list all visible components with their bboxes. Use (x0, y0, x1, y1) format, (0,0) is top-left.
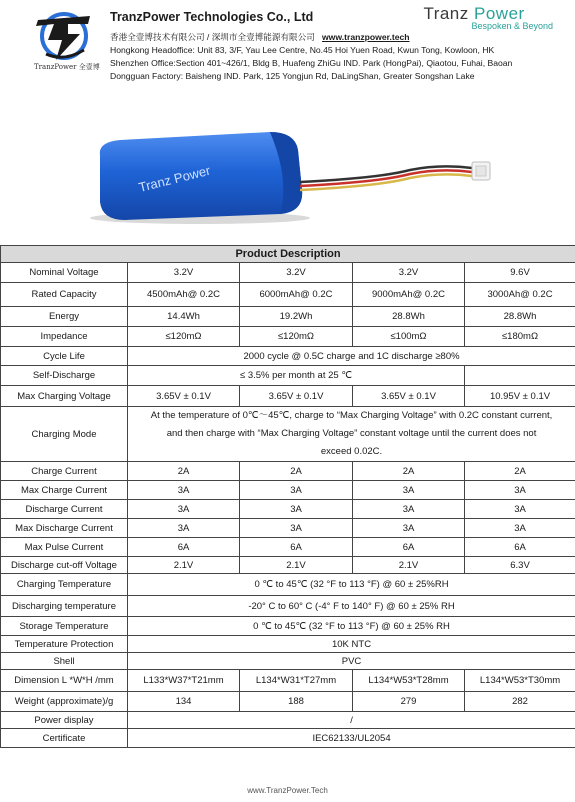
row-label: Temperature Protection (1, 636, 128, 653)
table-row (1, 729, 575, 748)
charging-mode-text (128, 407, 575, 462)
cell-value: 3.65V ± 0.1V (128, 386, 240, 407)
cell-value: 0 ℃ to 45℃ (32 °F to 113 °F) @ 60 ± 25%RH (128, 574, 575, 596)
cell-value: 2A (465, 462, 575, 481)
hk-address: Hongkong Headoffice: Unit 83, 3/F, Yau Lee Centre, No.45 Hoi Yuen Road, Kwun Tong, Kowloon, HK (110, 45, 495, 55)
cell-value: 3A (128, 519, 240, 538)
cell-value: 0 ℃ to 45℃ (32 °F to 113 °F) @ 60 ± 25% RH (128, 617, 575, 636)
cell-value: PVC (128, 653, 575, 670)
cell-value: L134*W53*T30mm (465, 670, 575, 692)
cell-value: 3A (353, 481, 465, 500)
cell-value: 3000Ah@ 0.2C (465, 283, 575, 307)
cell-value: 3.2V (128, 263, 240, 283)
row-label: Charging Temperature (1, 574, 128, 596)
table-row (1, 347, 575, 366)
cell-value: 3A (465, 481, 575, 500)
table-row (1, 519, 575, 538)
header-line-cn (110, 31, 410, 43)
cell-value: 6000mAh@ 0.2C (240, 283, 353, 307)
cell-value: 3A (128, 500, 240, 519)
cell-value: L134*W53*T28mm (353, 670, 465, 692)
cell-value: 9.6V (465, 263, 575, 283)
battery-pack-photo (80, 120, 520, 230)
row-label: Cycle Life (1, 347, 128, 366)
logo-caption-cn: 全壹博 (78, 63, 100, 71)
cell-value: 188 (240, 692, 353, 712)
cell-value: 134 (128, 692, 240, 712)
brand-tagline: Bespoken & Beyond (471, 21, 553, 31)
company-name: TranzPower Technologies Co., Ltd (110, 10, 314, 24)
cell-value: 3A (128, 481, 240, 500)
charging-mode-line: and then charge with “Max Charging Voltage” constant voltage until the current does not (166, 428, 537, 439)
table-row (1, 557, 575, 574)
row-label: Rated Capacity (1, 283, 128, 307)
footer-website: www.TranzPower.Tech (247, 786, 328, 795)
charging-mode-line: At the temperature of 0℃～45℃, charge to “Max Charging Voltage” with 0.2C constant current, (150, 410, 553, 421)
charging-mode-line: exceed 0.02C. (320, 446, 383, 457)
row-label: Impedance (1, 327, 128, 347)
table-row (1, 481, 575, 500)
table-row (1, 574, 575, 596)
cell-value: 6A (128, 538, 240, 557)
row-label: Certificate (1, 729, 128, 748)
cell-value: 2A (240, 462, 353, 481)
brand-word-tranz: Tranz (423, 4, 469, 23)
cell-value: 2000 cycle @ 0.5C charge and 1C discharge ≥80% (128, 347, 575, 366)
battery-label: Tranz Power (137, 162, 212, 195)
cell-value: 28.8Wh (353, 307, 465, 327)
cell-value: 3.65V ± 0.1V (353, 386, 465, 407)
logo-caption-en: TranzPower (34, 63, 77, 71)
cell-value: 3.2V (353, 263, 465, 283)
cell-value: -20° C to 60° C (-4° F to 140° F) @ 60 ± 25% RH (128, 596, 575, 617)
cell-value: ≤120mΩ (128, 327, 240, 347)
cell-value: 3A (465, 500, 575, 519)
row-label: Max Charging Voltage (1, 386, 128, 407)
row-label: Max Pulse Current (1, 538, 128, 557)
row-label: Max Charge Current (1, 481, 128, 500)
row-label: Discharge cut-off Voltage (1, 557, 128, 574)
product-spec-table (0, 245, 575, 748)
row-label: Weight (approximate)/g (1, 692, 128, 712)
table-row (1, 283, 575, 307)
row-label: Dimension L *W*H /mm (1, 670, 128, 692)
cell-value: 14.4Wh (128, 307, 240, 327)
table-row (1, 538, 575, 557)
cell-value: 2.1V (240, 557, 353, 574)
cell-value: 3A (240, 500, 353, 519)
brand-logo (423, 4, 553, 31)
row-label: Charge Current (1, 462, 128, 481)
table-row (1, 366, 575, 386)
row-label: Self-Discharge (1, 366, 128, 386)
row-label: Energy (1, 307, 128, 327)
row-label: Power display (1, 712, 128, 729)
table-row (1, 263, 575, 283)
row-label: Nominal Voltage (1, 263, 128, 283)
table-row (1, 386, 575, 407)
table-row (1, 636, 575, 653)
table-row (1, 670, 575, 692)
cell-value: / (128, 712, 575, 729)
brand-word-power: Power (474, 4, 525, 23)
table-row (1, 712, 575, 729)
cell-value: 6A (465, 538, 575, 557)
cell-value: 3.65V ± 0.1V (240, 386, 353, 407)
cell-value: 6A (240, 538, 353, 557)
cell-value: 3.2V (240, 263, 353, 283)
cell-value: 4500mAh@ 0.2C (128, 283, 240, 307)
cell-value: IEC62133/UL2054 (128, 729, 575, 748)
sz-address: Shenzhen Office:Section 401~426/1, Bldg B, Huafeng ZhiGu IND. Park (HongPai), Qiaotou, Fuhai, Baoan (110, 58, 513, 68)
table-row (1, 462, 575, 481)
cell-value: ≤100mΩ (353, 327, 465, 347)
cell-value: 2A (128, 462, 240, 481)
cell-value: 3A (465, 519, 575, 538)
cell-empty (465, 366, 575, 386)
cell-value: L133*W37*T21mm (128, 670, 240, 692)
cell-value: 10K NTC (128, 636, 575, 653)
cell-value: 279 (353, 692, 465, 712)
cell-value: 3A (353, 500, 465, 519)
cell-value: ≤180mΩ (465, 327, 575, 347)
cell-value: 2.1V (353, 557, 465, 574)
row-label: Storage Temperature (1, 617, 128, 636)
cell-value: 10.95V ± 0.1V (465, 386, 575, 407)
table-row (1, 596, 575, 617)
logo-caption (34, 62, 104, 72)
cell-value: 19.2Wh (240, 307, 353, 327)
table-row (1, 500, 575, 519)
cell-value: 2.1V (128, 557, 240, 574)
row-label: Max Discharge Current (1, 519, 128, 538)
table-title-row (1, 246, 575, 263)
cell-value: 6A (353, 538, 465, 557)
row-label: Discharging temperature (1, 596, 128, 617)
table-row (1, 617, 575, 636)
row-label: Charging Mode (1, 407, 128, 462)
table-title: Product Description (1, 246, 575, 263)
cell-value: 28.8Wh (465, 307, 575, 327)
table-row (1, 327, 575, 347)
table-row (1, 653, 575, 670)
website-link[interactable]: www.tranzpower.tech (322, 32, 410, 42)
cell-value: 3A (240, 481, 353, 500)
cell-value: 3A (353, 519, 465, 538)
row-label: Discharge Current (1, 500, 128, 519)
company-names-cn: 香港全壹博技术有限公司 / 深圳市全壹博能源有限公司 (110, 32, 315, 42)
cell-value: 6.3V (465, 557, 575, 574)
cell-value: 282 (465, 692, 575, 712)
dg-address: Dongguan Factory: Baisheng IND. Park, 125 Yongjun Rd, DaLingShan, Greater Songshan Lake (110, 71, 475, 81)
cell-value: 9000mAh@ 0.2C (353, 283, 465, 307)
table-row (1, 307, 575, 327)
table-row (1, 407, 575, 462)
table-row (1, 692, 575, 712)
cell-value: ≤ 3.5% per month at 25 ℃ (128, 366, 465, 386)
row-label: Shell (1, 653, 128, 670)
cell-value: 2A (353, 462, 465, 481)
cell-value: ≤120mΩ (240, 327, 353, 347)
cell-value: 3A (240, 519, 353, 538)
cell-value: L134*W31*T27mm (240, 670, 353, 692)
